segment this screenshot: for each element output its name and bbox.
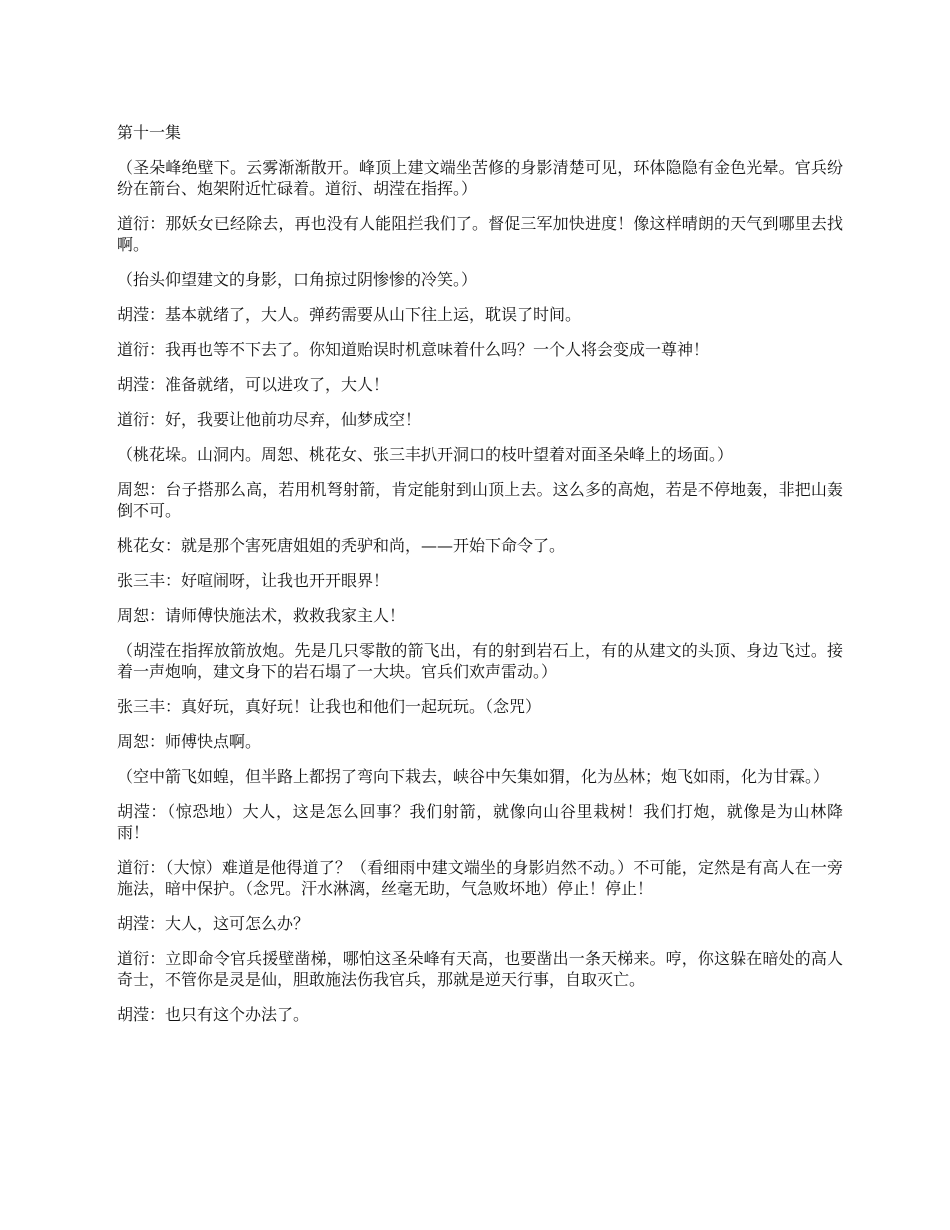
dialogue-line: 张三丰：好喧闹呀，让我也开开眼界！ — [117, 571, 390, 590]
document-page — [117, 122, 843, 1039]
dialogue-line: 道衍：我再也等不下去了。你知道贻误时机意味着什么吗？一个人将会变成一尊神！ — [117, 340, 710, 359]
stage-direction: （圣朵峰绝壁下。云雾渐渐散开。峰顶上建文端坐苦修的身影清楚可见，环体隐隐有金色光晕。官兵纷纷在箭台、炮架附近忙碌着。道衍、胡滢在指挥。） — [117, 158, 843, 198]
dialogue-line: 道衍：那妖女已经除去，再也没有人能阻拦我们了。督促三军加快进度！像这样晴朗的天气到哪里去找啊。 — [117, 214, 843, 254]
dialogue-line: 桃花女：就是那个害死唐姐姐的秃驴和尚，——开始下命令了。 — [117, 536, 566, 555]
dialogue-line: 周恕：请师傅快施法术，救救我家主人！ — [117, 606, 406, 625]
stage-direction: （空中箭飞如蝗，但半路上都拐了弯向下栽去，峡谷中矢集如猬，化为丛林；炮飞如雨，化为甘霖。） — [117, 767, 830, 786]
dialogue-line: 胡滢：（惊恐地）大人，这是怎么回事？我们射箭，就像向山谷里栽树！我们打炮，就像是为山林降雨！ — [117, 802, 843, 842]
dialogue-line: 胡滢：也只有这个办法了。 — [117, 1005, 310, 1024]
dialogue-line: 张三丰：真好玩，真好玩！让我也和他们一起玩玩。（念咒） — [117, 697, 542, 716]
dialogue-line: 道衍：立即命令官兵援壁凿梯，哪怕这圣朵峰有天高，也要凿出一条天梯来。哼，你这躲在暗处的高人奇士，不管你是灵是仙，胆敢施法伤我官兵，那就是逆天行事，自取灭亡。 — [117, 949, 843, 989]
episode-title: 第十一集 — [117, 123, 182, 142]
dialogue-line: 胡滢：准备就绪，可以进攻了，大人！ — [117, 375, 390, 394]
dialogue-line: 胡滢：基本就绪了，大人。弹药需要从山下往上运，耽误了时间。 — [117, 305, 582, 324]
dialogue-line: 周恕：台子搭那么高，若用机弩射箭，肯定能射到山顶上去。这么多的高炮，若是不停地轰，非把山轰倒不可。 — [117, 480, 843, 520]
dialogue-line: 周恕：师傅快点啊。 — [117, 732, 262, 751]
stage-direction: （抬头仰望建文的身影，口角掠过阴惨惨的冷笑。） — [117, 270, 478, 289]
dialogue-line: 胡滢：大人，这可怎么办？ — [117, 914, 310, 933]
dialogue-line: 道衍：（大惊）难道是他得道了？（看细雨中建文端坐的身影岿然不动。）不可能，定然是有高人在一旁施法，暗中保护。（念咒。汗水淋漓，丝毫无助，气急败坏地）停止！停止！ — [117, 858, 843, 898]
dialogue-line: 道衍：好，我要让他前功尽弃，仙梦成空！ — [117, 410, 422, 429]
stage-direction: （桃花垛。山洞内。周恕、桃花女、张三丰扒开洞口的枝叶望着对面圣朵峰上的场面。） — [117, 445, 734, 464]
stage-direction: （胡滢在指挥放箭放炮。先是几只零散的箭飞出，有的射到岩石上，有的从建文的头顶、身边飞过。接着一声炮响，建文身下的岩石塌了一大块。官兵们欢声雷动。） — [117, 641, 843, 681]
